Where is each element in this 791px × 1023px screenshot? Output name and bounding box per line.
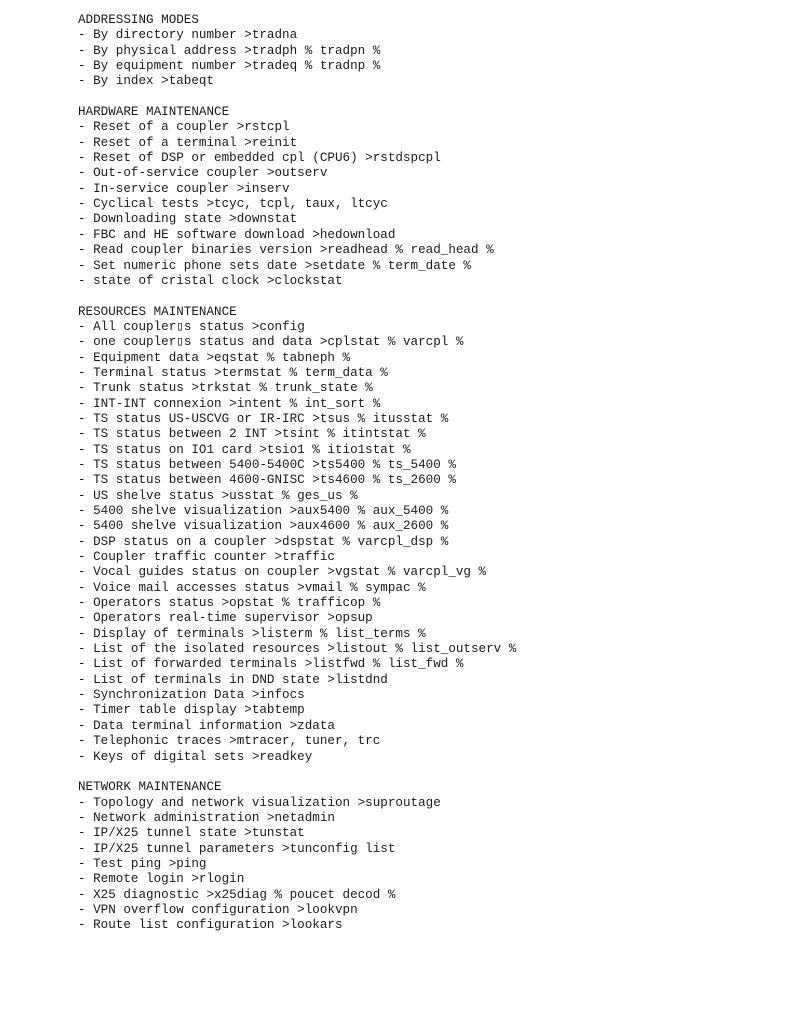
list-item: - Out-of-service coupler >outserv [78,166,328,181]
list-item: - Topology and network visualization >suproutage [78,795,441,810]
list-item: - By directory number >tradna [78,28,298,43]
list-item: - Synchronization Data >infocs [78,688,305,703]
section-title: RESOURCES MAINTENANCE [78,304,237,319]
list-item: - TS status on IO1 card >tsio1 % itio1stat % [78,442,411,457]
list-item: - By equipment number >tradeq % tradnp % [78,59,381,74]
list-item: - INT-INT connexion >intent % int_sort % [78,396,381,411]
list-item: - one coupler▯s status and data >cplstat % varcpl % [78,335,464,350]
section-network-maintenance [78,780,778,933]
list-item: - FBC and HE software download >hedownload [78,227,396,242]
list-item: - Trunk status >trkstat % trunk_state % [78,381,373,396]
section-title: ADDRESSING MODES [78,13,199,27]
list-item: - Equipment data >eqstat % tabneph % [78,350,351,365]
section-addressing-modes [78,13,778,90]
section-title: HARDWARE MAINTENANCE [78,105,230,120]
list-item: - US shelve status >usstat % ges_us % [78,488,358,503]
list-item: - 5400 shelve visualization >aux5400 % aux_5400 % [78,504,449,518]
list-item: - Reset of DSP or embedded cpl (CPU6) >rstdspcpl [78,151,441,166]
list-item: - TS status US-USCVG or IR-IRC >tsus % itusstat % [78,411,449,426]
document-page [78,13,778,949]
list-item: - List of the isolated resources >listout % list_outserv % [78,642,517,657]
list-item: - X25 diagnostic >x25diag % poucet decod % [78,887,396,902]
list-item: - Route list configuration >lookars [78,918,343,933]
list-item: - In-service coupler >inserv [78,181,290,196]
list-item: - Vocal guides status on coupler >vgstat % varcpl_vg % [78,565,487,580]
list-item: - Operators status >opstat % trafficop % [78,596,381,611]
list-item: - TS status between 4600-GNISC >ts4600 % ts_2600 % [78,473,456,488]
list-item: - By index >tabeqt [78,74,215,89]
list-item: - Downloading state >downstat [78,212,298,227]
list-item: - By physical address >tradph % tradpn % [78,43,381,58]
list-item: - Reset of a coupler >rstcpl [78,120,290,135]
list-item: - TS status between 2 INT >tsint % itintstat % [78,427,426,442]
list-item: - Display of terminals >listerm % list_terms % [78,626,426,641]
list-item: - Read coupler binaries version >readhead % read_head % [78,243,494,258]
list-item: - Network administration >netadmin [78,810,335,825]
list-item: - Test ping >ping [78,856,207,871]
list-item: - DSP status on a coupler >dspstat % varcpl_dsp % [78,534,449,549]
list-item: - Data terminal information >zdata [78,718,335,733]
list-item: - TS status between 5400-5400C >ts5400 % ts_5400 % [78,457,456,472]
list-item: - Telephonic traces >mtracer, tuner, trc [78,734,381,749]
list-item: - List of forwarded terminals >listfwd % list_fwd % [78,657,464,672]
list-item: - Operators real-time supervisor >opsup [78,611,373,626]
list-item: - IP/X25 tunnel state >tunstat [78,826,305,841]
section-hardware-maintenance [78,105,778,289]
list-item: - Remote login >rlogin [78,872,245,887]
list-item: - 5400 shelve visualization >aux4600 % aux_2600 % [78,519,449,534]
list-item: - Cyclical tests >tcyc, tcpl, taux, ltcyc [78,197,388,212]
section-resources-maintenance [78,305,778,765]
list-item: - Reset of a terminal >reinit [78,135,298,150]
list-item: - Coupler traffic counter >traffic [78,550,335,565]
list-item: - Voice mail accesses status >vmail % sympac % [78,580,426,595]
section-title: NETWORK MAINTENANCE [78,780,222,795]
list-item: - Timer table display >tabtemp [78,703,305,718]
list-item: - Keys of digital sets >readkey [78,749,313,764]
list-item: - Terminal status >termstat % term_data % [78,365,388,380]
list-item: - All coupler▯s status >config [78,319,305,334]
list-item: - Set numeric phone sets date >setdate % term_date % [78,258,471,273]
list-item: - VPN overflow configuration >lookvpn [78,902,358,917]
list-item: - IP/X25 tunnel parameters >tunconfig list [78,841,396,856]
list-item: - state of cristal clock >clockstat [78,273,343,288]
list-item: - List of terminals in DND state >listdnd [78,672,388,687]
